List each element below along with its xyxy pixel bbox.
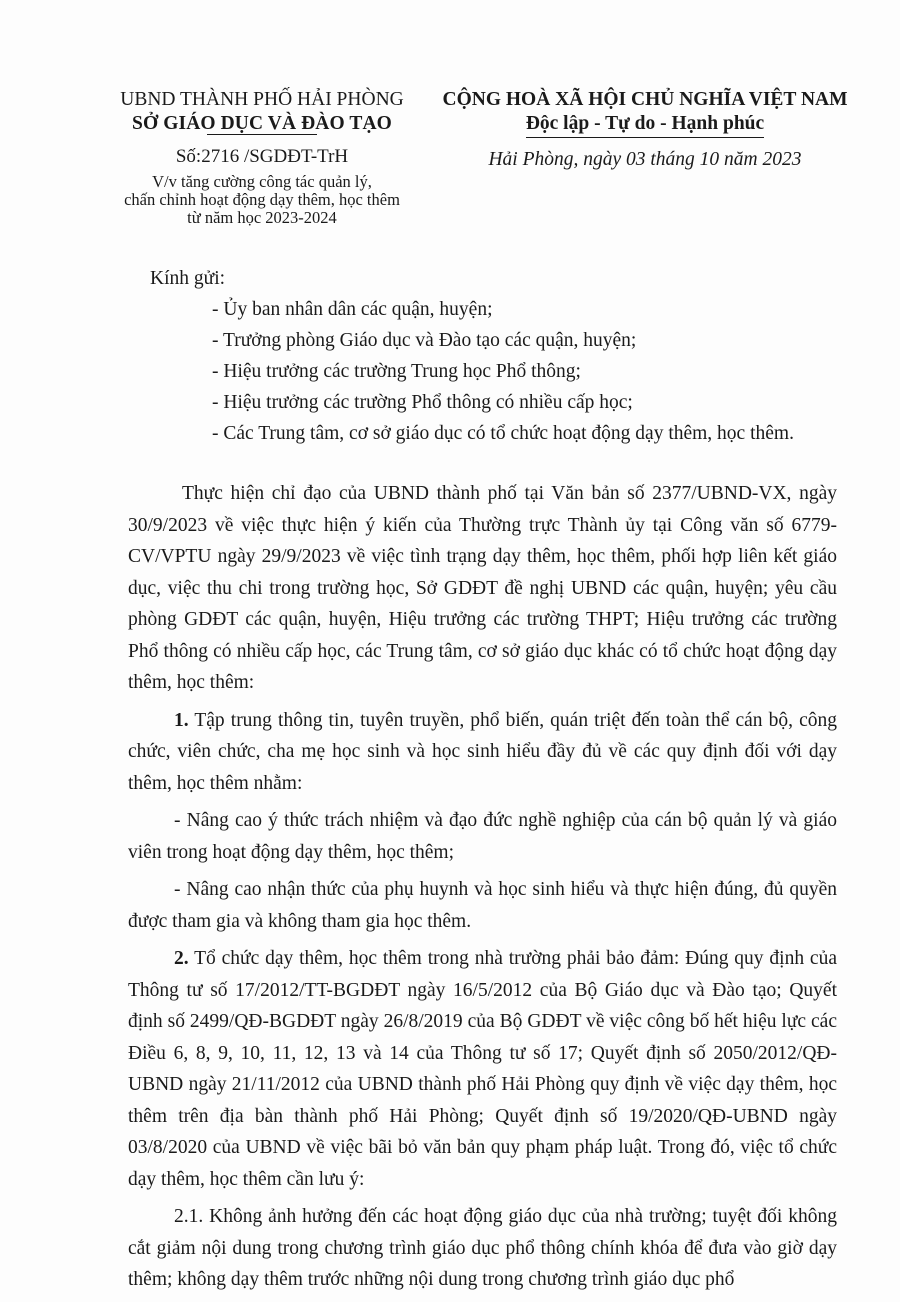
intro-paragraph: Thực hiện chỉ đạo của UBND thành phố tại Văn bản số 2377/UBND-VX, ngày 30/9/2023 về việc thực hiện ý kiến của Thường trực Thành ủy tại Công văn số 6779- CV/VPTU ngày 29/9/2023 về việc tình trạng dạy thêm, học thêm, phối hợp liên kết giáo dục, việc thu chi trong trường học, Sở GDĐT đề nghị UBND các quận, huyện; yêu cầu phòng GDĐT các quận, huyện, Hiệu trưởng các trường THPT; Hiệu trưởng các trường Phổ thông có nhiều cấp học, các Trung tâm, cơ sở giáo dục khác có tổ chức hoạt động dạy thêm, học thêm: xyxy=(128,483,837,693)
recipient-item: - Hiệu trưởng các trường Phổ thông có nhiều cấp học; xyxy=(212,392,633,413)
greeting: Kính gửi: xyxy=(150,268,226,289)
national-motto: Độc lập - Tự do - Hạnh phúc xyxy=(526,112,764,138)
section-2-number: 2. xyxy=(174,948,189,969)
recipient-item: - Hiệu trưởng các trường Trung học Phổ thông; xyxy=(212,361,581,382)
subject-line: chấn chỉnh hoạt động dạy thêm, học thêm xyxy=(124,190,400,209)
recipients-block xyxy=(150,263,794,449)
section-1-bullet: - Nâng cao nhận thức của phụ huynh và học sinh hiểu và thực hiện đúng, đủ quyền được tham gia và không tham gia học thêm. xyxy=(128,879,837,932)
recipient-item: - Các Trung tâm, cơ sở giáo dục có tổ chức hoạt động dạy thêm, học thêm. xyxy=(212,423,794,444)
issuer-block xyxy=(103,88,421,227)
nation-title: CỘNG HOÀ XÃ HỘI CHỦ NGHĨA VIỆT NAM xyxy=(442,89,848,110)
authority-name: UBND THÀNH PHỐ HẢI PHÒNG xyxy=(120,89,404,110)
recipient-item: - Ủy ban nhân dân các quận, huyện; xyxy=(212,299,493,320)
department-name xyxy=(103,112,421,136)
document-number: Số:2716 /SGDĐT-TrH xyxy=(175,146,349,167)
section-2-1-paragraph: 2.1. Không ảnh hưởng đến các hoạt động giáo dục của nhà trường; tuyệt đối không cắt giảm nội dung trong chương trình giáo dục phổ thông chính khóa để đưa vào giờ dạy thêm; không dạy thêm trước những nội dung trong chương trình giáo dục phổ xyxy=(128,1206,837,1290)
section-1-paragraph xyxy=(128,705,837,800)
subject-line: V/v tăng cường công tác quản lý, xyxy=(152,172,372,191)
recipient-list xyxy=(150,294,794,449)
document-body xyxy=(128,478,837,1302)
document-subject xyxy=(103,173,421,227)
national-header xyxy=(430,88,860,172)
recipient-item: - Trưởng phòng Giáo dục và Đào tạo các quận, huyện; xyxy=(212,330,637,351)
section-1-number: 1. xyxy=(174,709,189,731)
subject-line: từ năm học 2023-2024 xyxy=(187,208,337,227)
section-2-paragraph xyxy=(128,943,837,1195)
issue-date: Hải Phòng, ngày 03 tháng 10 năm 2023 xyxy=(488,149,802,170)
section-1-bullet: - Nâng cao ý thức trách nhiệm và đạo đức nghề nghiệp của cán bộ quản lý và giáo viên trong hoạt động dạy thêm, học thêm; xyxy=(128,810,837,863)
section-1-text: Tập trung thông tin, tuyên truyền, phổ biến, quán triệt đến toàn thể cán bộ, công chức, viên chức, cha mẹ học sinh và học sinh hiểu đầy đủ về các quy định đối với dạy thêm, học thêm nhằm: xyxy=(128,709,837,794)
section-2-text: Tổ chức dạy thêm, học thêm trong nhà trường phải bảo đảm: Đúng quy định của Thông tư số 17/2012/TT-BGDĐT ngày 16/5/2012 của Bộ Giáo dục và Đào tạo; Quyết định số 2499/QĐ-BGDĐT ngày 26/8/2019 của Bộ GDĐT về việc công bố hết hiệu lực các Điều 6, 8, 9, 10, 11, 12, 13 và 14 của Thông tư số 17; Quyết định số 2050/2012/QĐ-UBND ngày 21/11/2012 của UBND thành phố Hải Phòng quy định về việc dạy thêm, học thêm trên địa bàn thành phố Hải Phòng; Quyết định số 19/2020/QĐ-UBND ngày 03/8/2020 của UBND về việc bãi bỏ văn bản quy phạm pháp luật. Trong đó, việc tổ chức dạy thêm, học thêm cần lưu ý: xyxy=(128,948,837,1190)
department-name-text: SỞ GIÁO DỤC VÀ ĐÀO TẠO xyxy=(132,113,392,134)
